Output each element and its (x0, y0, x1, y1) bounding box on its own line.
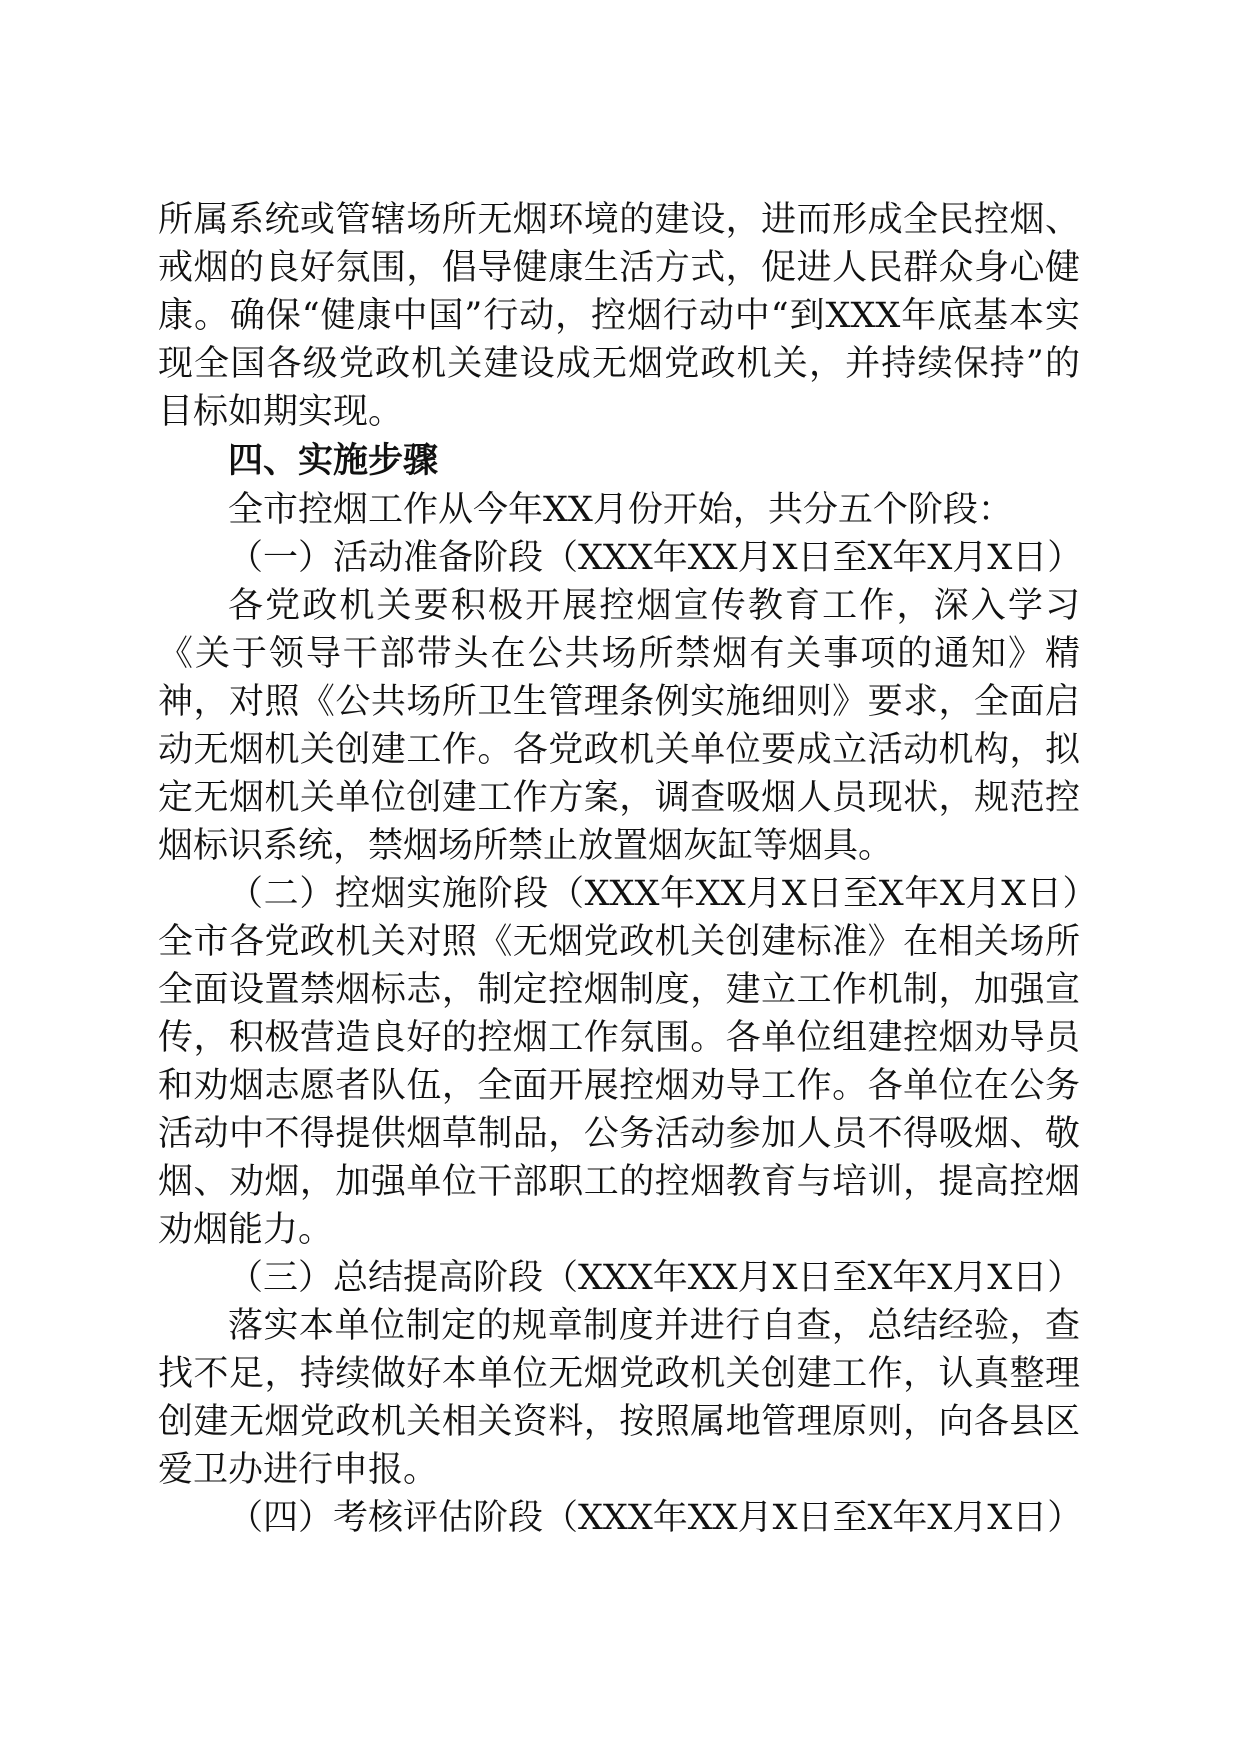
paragraph-continuation: 所属系统或管辖场所无烟环境的建设，进而形成全民控烟、戒烟的良好氛围，倡导健康生活方式，促进人民群众身心健康。确保“健康中国”行动，控烟行动中“到XXX年底基本实现全国各级党政机关建设成无烟党政机关，并持续保持”的目标如期实现。 (158, 200, 1080, 432)
paragraph-preparation: 各党政机关要积极开展控烟宣传教育工作，深入学习《关于领导干部带头在公共场所禁烟有关事项的通知》精神，对照《公共场所卫生管理条例实施细则》要求，全面启动无烟机关创建工作。各党政机关单位要成立活动机构，拟定无烟机关单位创建工作方案，调查吸烟人员现状，规范控烟标识系统，禁烟场所禁止放置烟灰缸等烟具。 (158, 586, 1080, 866)
stage-heading-preparation: （一）活动准备阶段（XXX年XX月X日至X年X月X日） (228, 538, 1083, 578)
section-heading-implementation-steps: 四、实施步骤 (228, 441, 439, 481)
document-body (158, 196, 1083, 1542)
stage-heading-assessment: （四）考核评估阶段（XXX年XX月X日至X年X月X日） (228, 1498, 1083, 1538)
paragraph-summary: 落实本单位制定的规章制度并进行自查，总结经验，查找不足，持续做好本单位无烟党政机关创建工作，认真整理创建无烟党政机关相关资料，按照属地管理原则，向各县区爱卫办进行申报。 (158, 1306, 1080, 1490)
paragraph-stages-intro: 全市控烟工作从今年XX月份开始，共分五个阶段： (228, 490, 1013, 530)
paragraph-implementation: （二）控烟实施阶段（XXX年XX月X日至X年X月X日）全市各党政机关对照《无烟党政机关创建标准》在相关场所全面设置禁烟标志，制定控烟制度，建立工作机制，加强宣传，积极营造良好的控烟工作氛围。各单位组建控烟劝导员和劝烟志愿者队伍，全面开展控烟劝导工作。各单位在公务活动中不得提供烟草制品，公务活动参加人员不得吸烟、敬烟、劝烟，加强单位干部职工的控烟教育与培训，提高控烟劝烟能力。 (158, 874, 1080, 1250)
stage-heading-summary: （三）总结提高阶段（XXX年XX月X日至X年X月X日） (228, 1258, 1083, 1298)
